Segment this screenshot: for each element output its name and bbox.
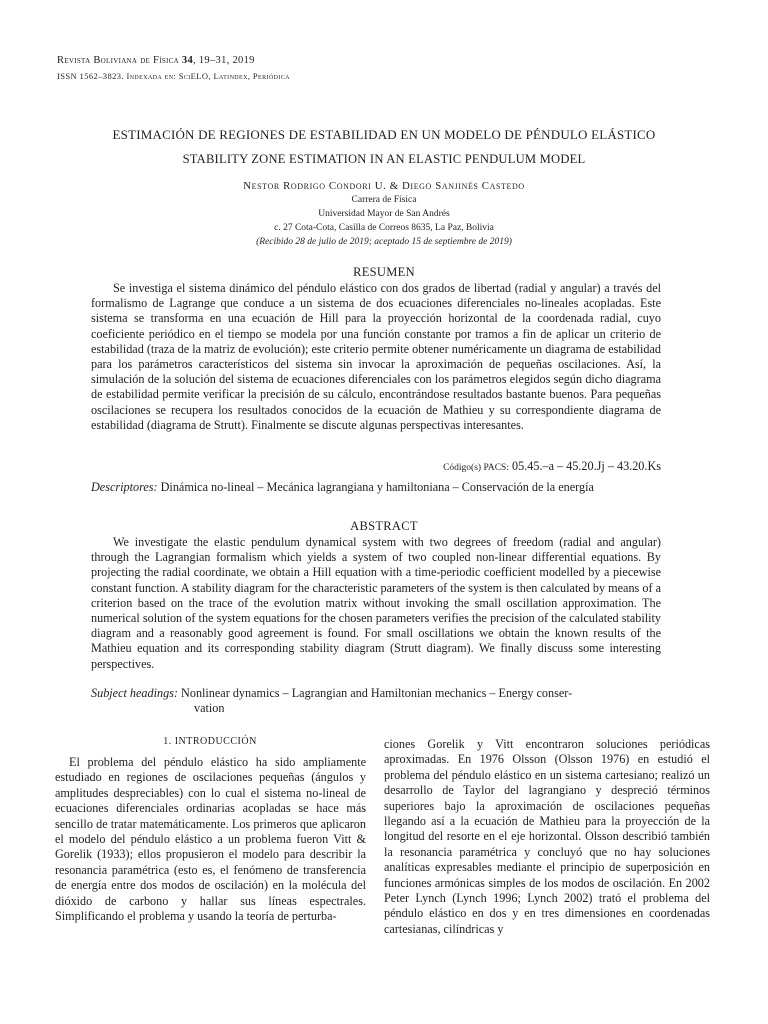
subject-label: Subject headings: bbox=[91, 686, 178, 700]
descriptors-text: Dinámica no-lineal – Mecánica lagrangiana y hamiltoniana – Conservación de la energía bbox=[160, 480, 594, 494]
resumen-text: Se investiga el sistema dinámico del péndulo elástico con dos grados de libertad (radial y angular) a través del formalismo de Lagrange que conduce a un sistema de dos ecuaciones diferenciales no-lineales acopladas. Este sistema se transforma en una ecuación de Hill para la proyección horizontal de la coordenada radial, cuyo coeficiente periódico en el tiempo se modela por una función constante por tramos a fin de aplicar un criterio de estabilidad (traza de la matriz de evolución); este criterio permite obtener numéricamente un diagrama de estabilidad para los parámetros característicos del sistema sin invocar la aproximación de pequeñas oscilaciones. Así, la simulación de la solución del sistema de ecuaciones diferenciales con los parámetros elegidos según dicho diagrama de estabilidad permite verificar la precisión de su cálculo, encontrándose resultados bastante buenos. Para pequeñas oscilaciones se recupera los resultados conocidos de la ecuación de Mathieu y su correspondiente diagrama de estabilidad (diagrama de Strutt). Finalmente se discute algunas perspectivas interesantes. bbox=[91, 281, 661, 432]
section-heading-introduccion: 1. INTRODUCCIÓN bbox=[163, 736, 257, 747]
journal-volume: 34 bbox=[181, 55, 194, 66]
resumen-heading: RESUMEN bbox=[353, 265, 415, 279]
journal-name: Revista Boliviana de Física bbox=[57, 55, 179, 66]
subject-line-1: Nonlinear dynamics – Lagrangian and Hamiltonian mechanics – Energy conser- bbox=[181, 686, 573, 700]
journal-citation bbox=[57, 55, 255, 66]
issn-line: ISSN 1562–3823. Indexada en: SciELO, Latindex, Periódica bbox=[57, 71, 290, 81]
abstract-heading: ABSTRACT bbox=[350, 519, 418, 533]
pacs-codes: 05.45.–a – 45.20.Jj – 43.20.Ks bbox=[512, 459, 661, 473]
received-accepted-dates: (Recibido 28 de julio de 2019; aceptado 15 de septiembre de 2019) bbox=[256, 237, 512, 247]
subject-line-2: vation bbox=[194, 701, 225, 716]
journal-pages-year: , 19–31, 2019 bbox=[193, 55, 255, 66]
affiliation-address: c. 27 Cota-Cota, Casilla de Correos 8635, La Paz, Bolivia bbox=[274, 223, 494, 233]
abstract-text: We investigate the elastic pendulum dynamical system with two degrees of freedom (radial and angular) through the Lagrangian formalism which yields a system of two coupled non-linear differential equations. By projecting the radial coordinate, we obtain a Hill equation with a time-periodic coefficient modelled by a piecewise constant function. A stability diagram for the characteristic parameters of the system is then calculated by means of a criterion based on the trace of the evolution matrix without invoking the small oscillation approximation. The numerical solution of the system equations for the chosen parameters verifies the precision of the calculated stability diagram and a reasonably good agreement is found. For small oscillations we obtain the known results of the Mathieu equation and its corresponding stability diagram (Strutt diagram). We finally discuss some interesting perspectives. bbox=[91, 535, 661, 671]
title-spanish: ESTIMACIÓN DE REGIONES DE ESTABILIDAD EN UN MODELO DE PÉNDULO ELÁSTICO bbox=[112, 127, 656, 142]
affiliation-university: Universidad Mayor de San Andrés bbox=[318, 209, 450, 219]
descriptors-label: Descriptores: bbox=[91, 480, 158, 494]
title-english: STABILITY ZONE ESTIMATION IN AN ELASTIC PENDULUM MODEL bbox=[182, 152, 586, 166]
pacs-codes-line bbox=[91, 459, 661, 474]
intro-left-column: El problema del péndulo elástico ha sido ampliamente estudiado en regiones de oscilaciones pequeñas (ángulos y amplitudes despreciables) con lo cual el sistema no-lineal de ecuaciones diferenciales ordinarias acopladas se hace más sencillo de tratar matemáticamente. Los primeros que aplicaron el modelo del péndulo elástico a un problema fueron Vitt & Gorelik (1933); ellos propusieron el modelo para describir la resonancia paramétrica (esto es, el fenómeno de transferencia de energía entre dos modos de oscilación) en la molécula del dióxido de carbono y hallar sus líneas espectrales. Simplificando el problema y usando la teoría de perturba- bbox=[55, 755, 366, 924]
author-list: Nestor Rodrigo Condori U. & Diego Sanjinés Castedo bbox=[243, 180, 525, 192]
affiliation-department: Carrera de Física bbox=[351, 195, 417, 205]
subject-headings bbox=[91, 686, 661, 716]
intro-right-column: ciones Gorelik y Vitt encontraron soluciones periódicas aproximadas. En 1976 Olsson (Olsson 1976) en estudió el problema del péndulo elástico en un sistema cartesiano; realizó un desarrollo de Taylor del lagrangiano y despreció términos superiores bajo la aproximación de oscilaciones pequeñas llegando así a la ecuación de Mathieu para la proyección de la longitud del resorte en el eje horizontal. Olsson describió también la resonancia paramétrica y concluyó que no hay soluciones analíticas expresables mediante el principio de superposición en funciones armónicas simples de los modos de oscilación. En 2002 Peter Lynch (Lynch 1996; Lynch 2002) trató el problema del péndulo elástico en dos y en tres dimensiones en coordenadas cartesianas, cilíndricas y bbox=[384, 737, 710, 936]
pacs-label: Código(s) PACS: bbox=[443, 463, 509, 473]
descriptors bbox=[91, 480, 661, 495]
